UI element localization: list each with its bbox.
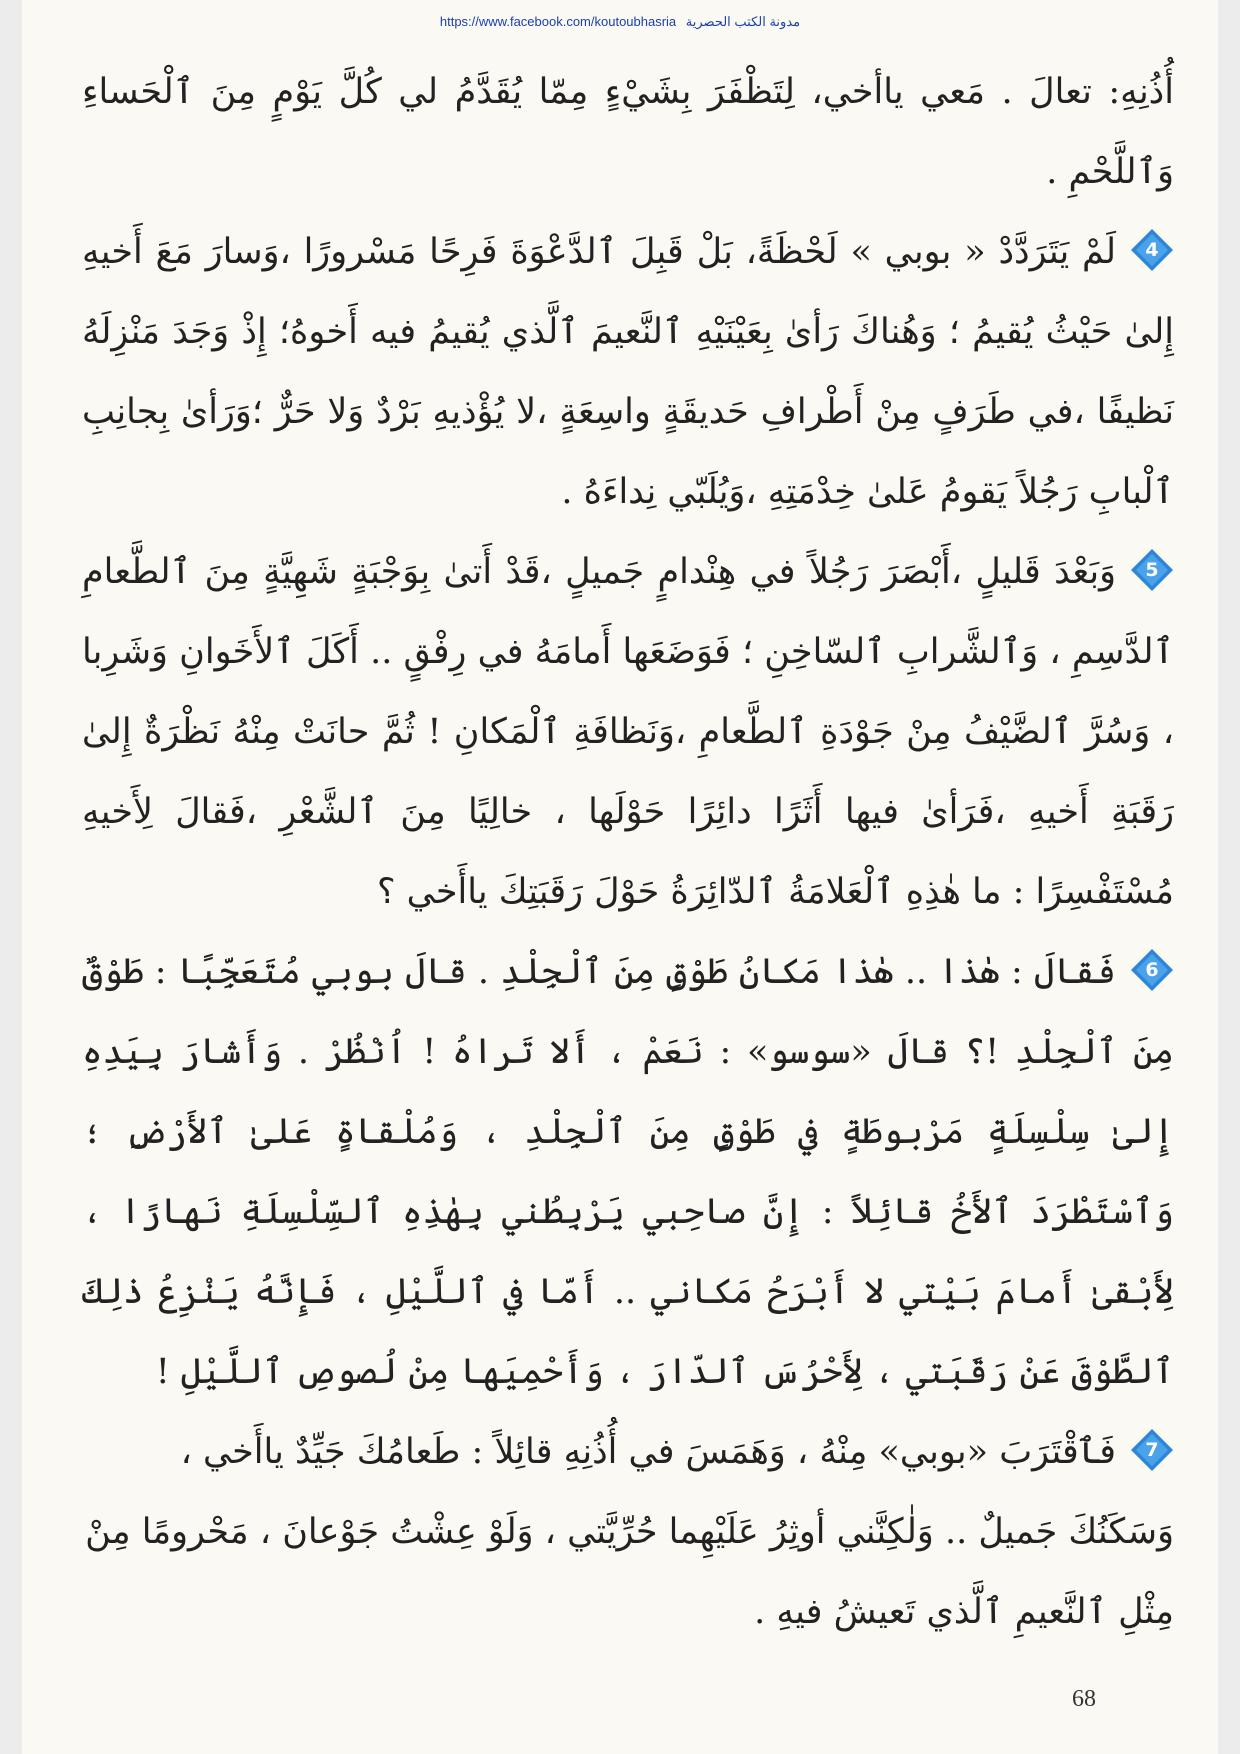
paragraph-number: 7 bbox=[1145, 1438, 1159, 1461]
paragraph-text: فَٱقْتَرَبَ «بوبي» مِنْهُ ، وَهَمَسَ في أُذُنِهِ قائِلاً : طَعامُكَ جَيِّدٌ ياأَخي ، وَسَكَنُكَ جَميلٌ .. وَلٰكِنَّني أوثِرُ عَلَيْهِما حُرِّيَّتي ، وَلَوْ عِشْتُ جَوْعانَ ، مَحْرومًا مِنْ مِثْلِ ٱلنَّعيمِ ٱلَّذي تَعيشُ فيهِ . bbox=[85, 1432, 1174, 1632]
paragraph-intro bbox=[82, 52, 1174, 212]
paragraph-5 bbox=[82, 532, 1174, 932]
paragraph-7 bbox=[82, 1412, 1174, 1652]
paragraph-number: 5 bbox=[1145, 558, 1159, 581]
paragraph-number: 4 bbox=[1145, 238, 1159, 261]
paragraph-6 bbox=[82, 932, 1174, 1412]
paragraph-text: وَبَعْدَ قَليلٍ ،أَبْصَرَ رَجُلاً في هِنْدامٍ جَميلٍ ،قَدْ أَتىٰ بِوَجْبَةٍ شَهِيَّةٍ مِنَ ٱلطَّعامِ ٱلدَّسِمِ ، وَٱلشَّرابِ ٱلسّاخِنِ ؛ فَوَضَعَها أَمامَهُ في رِفْقٍ .. أَكَلَ ٱلأَخَوانِ وَشَرِبا ، وَسُرَّ ٱلضَّيْفُ مِنْ جَوْدَةِ ٱلطَّعامِ ،وَنَظافَةِ ٱلْمَكانِ ! ثُمَّ حانَتْ مِنْهُ نَظْرَةٌ إِلىٰ رَقَبَةِ أَخيهِ ،فَرَأىٰ فيها أَثَرًا دائِرًا حَوْلَها ، خالِيًا مِنَ ٱلشَّعْرِ ،فَقالَ لِأَخيهِ مُسْتَفْسِرًا : ما هٰذِهِ ٱلْعَلامَةُ ٱلدّائِرَةُ حَوْلَ رَقَبَتِكَ ياأَخي ؟ bbox=[82, 552, 1174, 912]
paragraph-text: لَمْ يَتَرَدَّدْ « بوبي » لَحْظَةً، بَلْ قَبِلَ ٱلدَّعْوَةَ فَرِحًا مَسْرورًا ،وَسارَ مَعَ أَخيهِ إِلىٰ حَيْثُ يُقيمُ ؛ وَهُناكَ رَأىٰ بِعَيْنَيْهِ ٱلنَّعيمَ ٱلَّذي يُقيمُ فيه أَخوهُ؛ إِذْ وَجَدَ مَنْزِلَهُ نَظيفًا ،في طَرَفٍ مِنْ أَطْرافِ حَديقَةٍ واسِعَةٍ ،لا يُؤْذيهِ بَرْدٌ وَلا حَرٌّ ؛وَرَأىٰ بِجانِبِ ٱلْبابِ رَجُلاً يَقومُ عَلىٰ خِدْمَتِهِ ،وَيُلَبّي نِداءَهُ . bbox=[82, 232, 1174, 512]
paragraph-number-badge bbox=[1130, 1428, 1174, 1472]
source-header bbox=[22, 14, 1218, 30]
paragraph-text: فَقالَ : هٰذا .. هٰذا مَكانُ طَوْقٍ مِنَ ٱلْجِلْدِ . قالَ بوبي مُتَعَجِّبًا : طَوْقٌ مِنَ ٱلْجِلْدِ !؟ قالَ «سوسو» : نَعَمْ ، أَلا تَراهُ ! اُنْظُرْ . وَأَشارَ بِيَدِهِ إِلىٰ سِلْسِلَةٍ مَرْبوطَةٍ في طَوْقٍ مِنَ ٱلْجِلْدِ ، وَمُلْقاةٍ عَلىٰ ٱلأَرْضِ ؛ وَٱسْتَطْرَدَ ٱلأَخُ قائِلاً : إِنَّ صاحِبي يَرْبِطُني بِهٰذِهِ ٱلسِّلْسِلَةِ نَهارًا ، لِأَبْقىٰ أَمامَ بَيْتي لا أَبْرَحُ مَكاني .. أَمّا في ٱللَّيْلِ ، فَإِنَّهُ يَنْزِعُ ذٰلِكَ ٱلطَّوْقَ عَنْ رَقَبَتي ، لِأَحْرُسَ ٱلدّارَ ، وَأَحْمِيَها مِنْ لُصوصِ ٱللَّيْلِ ! bbox=[82, 952, 1174, 1392]
paragraph-number-badge bbox=[1130, 948, 1174, 992]
paragraph-text: أُذُنِهِ: تعالَ . مَعي ياأخي، لِتَظْفَرَ بِشَيْءٍ مِمّا يُقَدَّمُ لي كُلَّ يَوْمٍ مِنَ ٱلْحَساءِ وَٱللَّحْمِ . bbox=[82, 72, 1174, 192]
paragraph-number: 6 bbox=[1145, 958, 1159, 981]
book-page bbox=[22, 0, 1218, 1754]
paragraph-number-badge bbox=[1130, 548, 1174, 592]
paragraph-4 bbox=[82, 212, 1174, 532]
source-label: مدونة الكتب الحصرية bbox=[685, 14, 801, 29]
source-url[interactable]: https://www.facebook.com/koutoubhasria bbox=[439, 14, 677, 29]
paragraph-number-badge bbox=[1130, 228, 1174, 272]
story-text bbox=[82, 52, 1174, 1652]
page-number: 68 bbox=[1072, 1686, 1096, 1712]
